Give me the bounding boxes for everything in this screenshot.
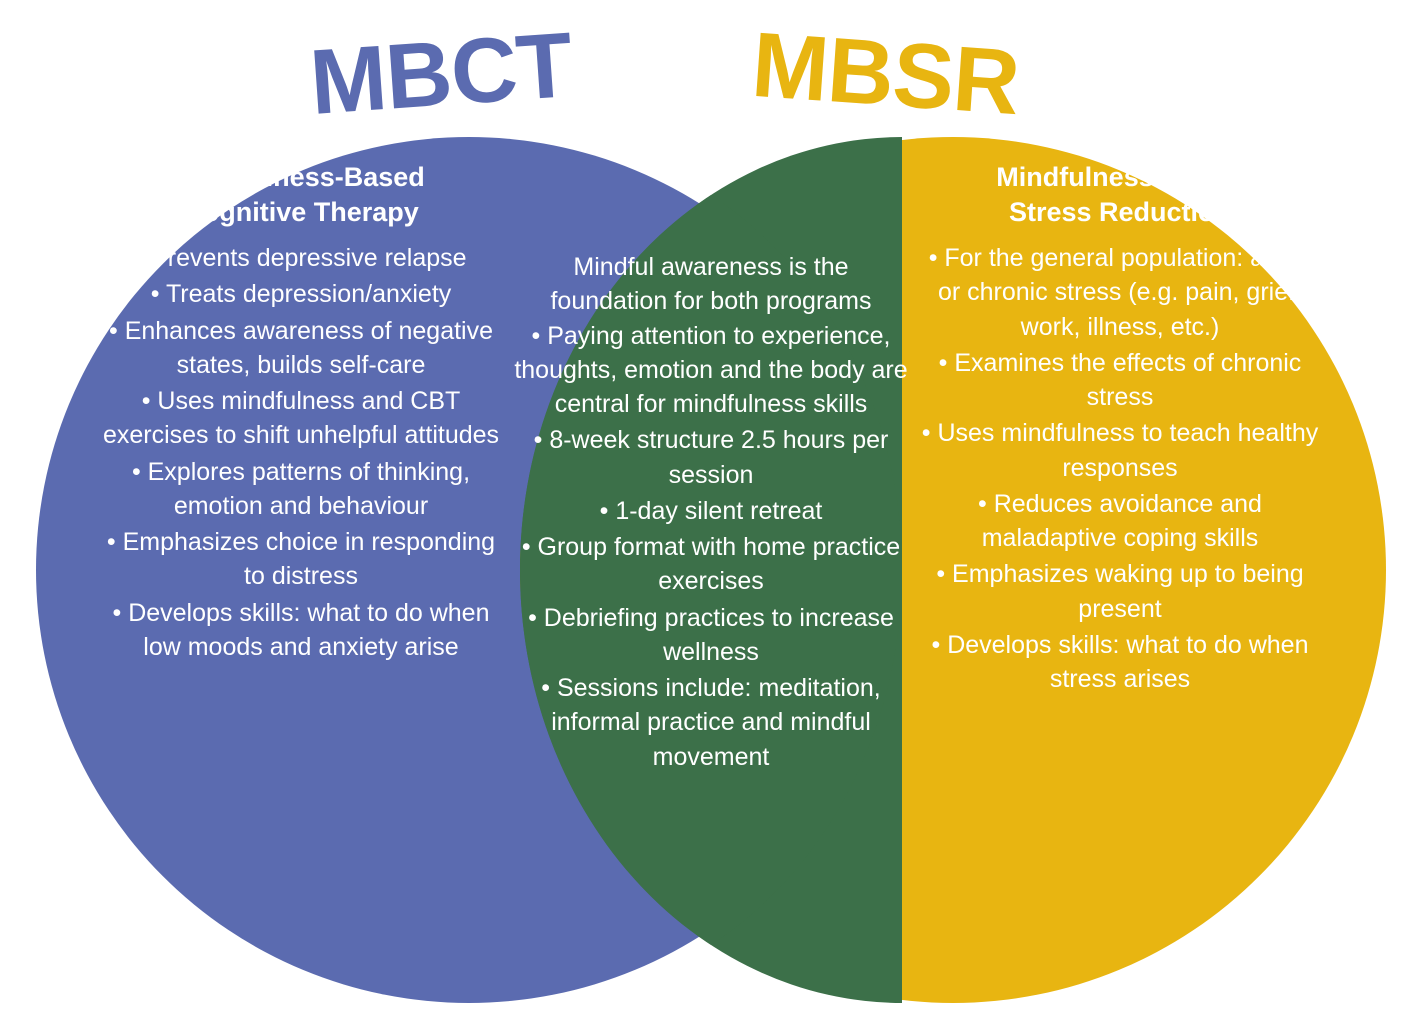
mbct-acronym-title xyxy=(306,13,575,135)
mbsr-heading-line2: Stress Reduction xyxy=(1008,196,1232,227)
list-item: • Debriefing practices to increase wellness xyxy=(528,603,894,666)
list-item: • Examines the effects of chronic stress xyxy=(938,348,1302,412)
mbct-panel xyxy=(96,160,506,666)
list-item: • Treats depression/anxiety xyxy=(150,280,452,309)
list-item: • Reduces avoidance and maladaptive coping skills xyxy=(978,489,1262,553)
mbct-heading-line1: Mindfulness-Based xyxy=(177,162,425,192)
mbsr-heading xyxy=(920,160,1320,229)
list-item: • Emphasizes choice in responding to distress xyxy=(106,528,496,591)
mbct-bullet-list xyxy=(96,241,506,664)
list-item: • Emphasizes waking up to being present xyxy=(936,560,1304,623)
mbsr-bullet-list xyxy=(920,241,1320,696)
list-item: • Develops skills: what to do when stress arises xyxy=(931,630,1309,694)
list-item: • Group format with home practice exercises xyxy=(521,533,901,596)
list-item: • Uses mindfulness and CBT exercises to shift unhelpful attitudes xyxy=(102,387,500,450)
list-item: • For the general population: acute or chronic stress (e.g. pain, grief, work, illness, etc.) xyxy=(928,244,1312,341)
mbsr-acronym-title xyxy=(748,13,1023,135)
shared-bullet-list xyxy=(506,319,916,774)
list-item: • Paying attention to experience, thoughts, emotion and the body are central for mindfulness skills xyxy=(514,321,908,418)
shared-panel xyxy=(506,250,916,776)
list-item: • Uses mindfulness to teach healthy responses xyxy=(921,419,1319,482)
list-item: • Prevents depressive relapse xyxy=(135,244,467,273)
mbsr-heading-line1: Mindfulness-Based xyxy=(996,162,1244,192)
mbct-acronym-text: MBCT xyxy=(306,13,575,135)
shared-lead-text: Mindful awareness is the foundation for both programs xyxy=(550,253,872,316)
mbct-heading-line2: Cognitive Therapy xyxy=(183,196,419,227)
list-item: • Sessions include: meditation, informal practice and mindful movement xyxy=(541,674,881,771)
mbsr-acronym-text: MBSR xyxy=(748,13,1023,135)
list-item: • 1-day silent retreat xyxy=(599,496,823,525)
list-item: • Explores patterns of thinking, emotion and behaviour xyxy=(131,457,471,520)
list-item: • 8-week structure 2.5 hours per session xyxy=(533,426,889,489)
list-item: • Develops skills: what to do when low moods and anxiety arise xyxy=(112,598,490,661)
list-item: • Enhances awareness of negative states, builds self-care xyxy=(109,316,493,379)
mbsr-panel xyxy=(920,160,1320,698)
mbct-heading xyxy=(96,160,506,229)
